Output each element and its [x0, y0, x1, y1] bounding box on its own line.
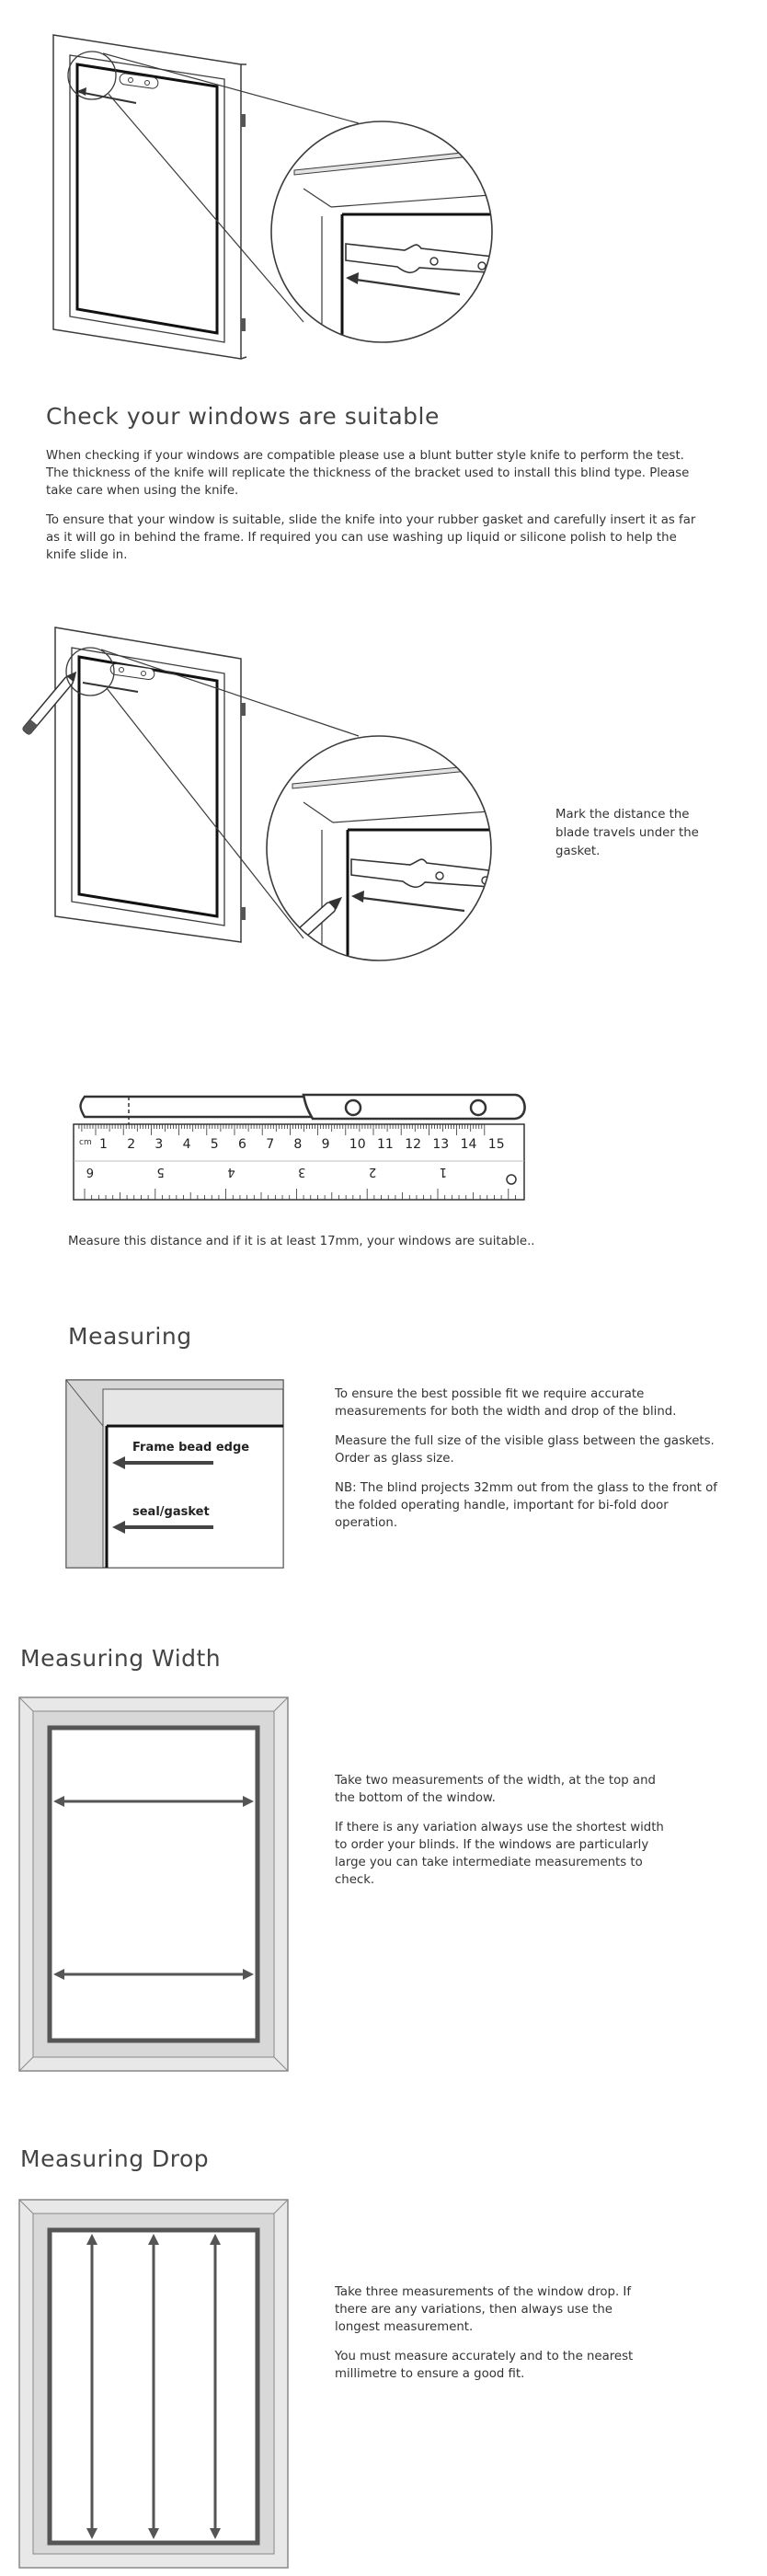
ruler-bottom-number: 3: [298, 1165, 306, 1179]
ruler-knife-illustration: [0, 1076, 767, 1233]
ruler-caption: Measure this distance and if it is at least 17mm, your windows are suitable..: [68, 1235, 535, 1248]
frame-bead-label: Frame bead edge: [132, 1441, 250, 1455]
seal-gasket-label: seal/gasket: [132, 1505, 210, 1519]
ruler-top-number: 1: [99, 1137, 108, 1152]
ruler-top-number: 7: [266, 1137, 275, 1152]
width-diagram: [18, 1696, 294, 2074]
ruler-bottom-number: 4: [227, 1165, 235, 1179]
ruler-top-number: 6: [238, 1137, 246, 1152]
section-title-check-windows: Check your windows are suitable: [46, 403, 440, 430]
drop-paragraph-2: You must measure accurately and to the nearest millimetre to ensure a good fit.: [335, 2350, 634, 2381]
measuring-paragraph-1: To ensure the best possible fit we require accurate measurements for both the width and drop of the blind.: [335, 1387, 677, 1419]
ruler-bottom-number: 6: [86, 1165, 94, 1179]
width-paragraph-1: Take two measurements of the width, at the top and the bottom of the window.: [335, 1774, 656, 1805]
ruler-top-number: 10: [349, 1137, 366, 1152]
ruler-top-number: 12: [405, 1137, 422, 1152]
ruler-bottom-number: 2: [368, 1165, 377, 1179]
ruler-top-number: 14: [460, 1137, 477, 1152]
drop-diagram: [18, 2199, 294, 2576]
ruler-bottom-number: 1: [439, 1165, 447, 1179]
measuring-paragraph-3: NB: The blind projects 32mm out from the glass to the front of the folded operating handle, important for bi-fold door operation.: [335, 1481, 717, 1530]
width-text: [335, 1772, 666, 1901]
ruler-top-number: 5: [210, 1137, 219, 1152]
measuring-paragraph-2: Measure the full size of the visible glass between the gaskets. Order as glass size.: [335, 1434, 715, 1466]
ruler-top-number: 15: [487, 1137, 505, 1152]
check-paragraph-2: To ensure that your window is suitable, slide the knife into your rubber gasket and carefully insert it as far as it will go in behind the frame. If required you can use washing up liquid or silicone polish to help the knife slide in.: [46, 513, 696, 562]
width-paragraph-2: If there is any variation always use the shortest width to order your blinds. If the windows are particularly large you can take intermediate measurements to check.: [335, 1821, 664, 1887]
window-knife-illustration-1: [0, 0, 767, 386]
ruler-top-number: 9: [321, 1137, 330, 1152]
window-knife-illustration-2: [0, 589, 767, 994]
ruler-bottom-number: 5: [156, 1165, 165, 1179]
ruler-top-number: 8: [293, 1137, 303, 1152]
frame-bead-diagram: [66, 1380, 287, 1570]
ruler-top-number: 13: [432, 1137, 450, 1152]
ruler-unit: cm: [79, 1138, 92, 1147]
ruler-top-number: 11: [377, 1137, 394, 1152]
ruler-top-number: 2: [127, 1137, 136, 1152]
ruler-top-number: 3: [155, 1137, 164, 1152]
ruler-top-number: 4: [182, 1137, 191, 1152]
section-title-measuring-drop: Measuring Drop: [20, 2145, 210, 2172]
drop-paragraph-1: Take three measurements of the window drop. If there are any variations, then always use the longest measurement.: [335, 2285, 632, 2334]
check-paragraph-1: When checking if your windows are compatible please use a blunt butter style knife to perform the test. The thickness of the knife will replicate the thickness of the bracket used to install this blind type. Please take care when using the knife.: [46, 449, 690, 498]
drop-text: [335, 2283, 647, 2395]
measuring-text: [335, 1386, 721, 1544]
check-windows-text: [46, 447, 697, 576]
section-title-measuring: Measuring: [68, 1323, 192, 1350]
mark-distance-note: Mark the distance the blade travels under the gasket.: [555, 808, 699, 858]
section-title-measuring-width: Measuring Width: [20, 1645, 222, 1672]
